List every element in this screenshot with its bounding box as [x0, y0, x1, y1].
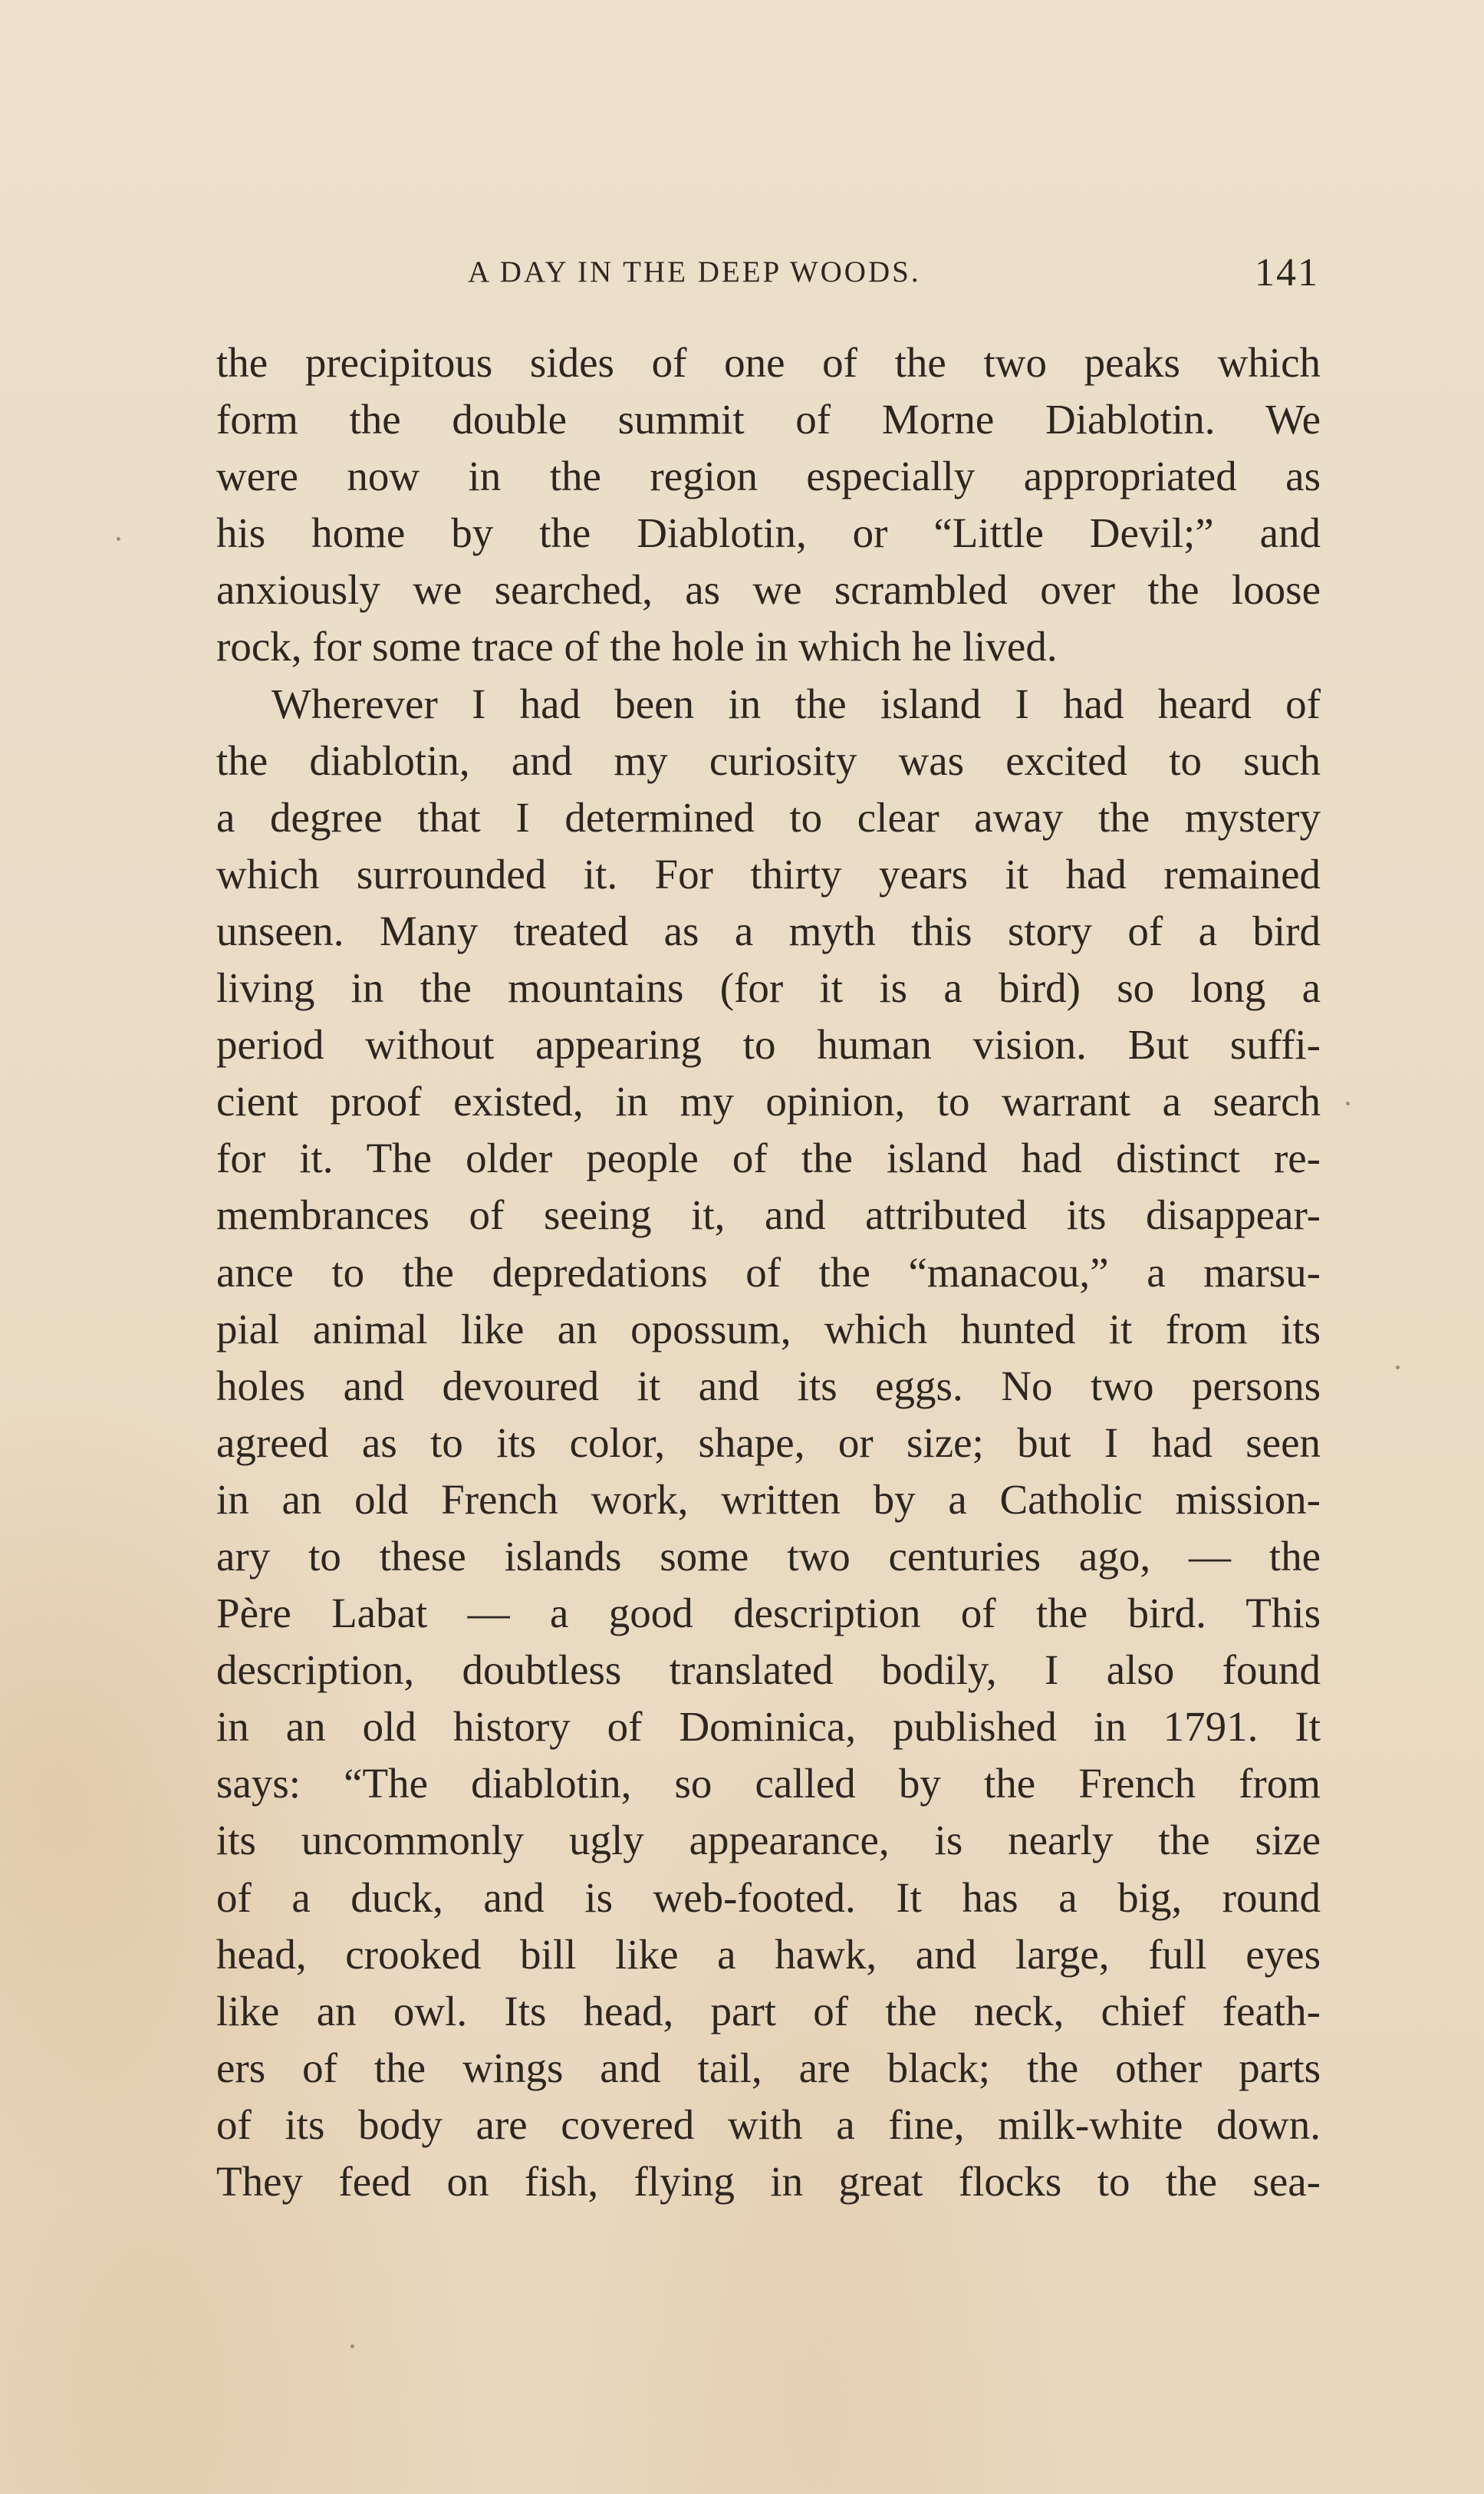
text-line: in an old French work, written by a Catholic mission-: [216, 1475, 1321, 1523]
body-text: [216, 334, 1321, 2210]
text-line: period without appearing to human vision. But suffi-: [216, 1021, 1321, 1069]
text-line: ary to these islands some two centuries ago, — the: [216, 1532, 1321, 1580]
text-line: like an owl. Its head, part of the neck, chief feath-: [216, 1987, 1321, 2034]
text-line: membrances of seeing it, and attributed its disappear-: [216, 1191, 1321, 1239]
text-line: the precipitous sides of one of the two peaks which: [216, 339, 1321, 386]
paper-speck: [350, 2344, 354, 2348]
text-line: rock, for some trace of the hole in which he lived.: [216, 623, 1058, 670]
text-line: its uncommonly ugly appearance, is nearly the size: [216, 1817, 1321, 1864]
text-line: holes and devoured it and its eggs. No two persons: [216, 1362, 1321, 1409]
text-line: a degree that I determined to clear away the mystery: [216, 793, 1321, 841]
paper-speck: [117, 537, 120, 541]
text-line: of its body are covered with a fine, milk-white down.: [216, 2100, 1321, 2148]
paper-speck: [1346, 1102, 1350, 1105]
text-line: unseen. Many treated as a myth this story of a bird: [216, 907, 1321, 954]
text-line: living in the mountains (for it is a bird) so long a: [216, 964, 1321, 1012]
paper-speck: [1396, 1366, 1400, 1369]
text-line: Père Labat — a good description of the bird. This: [216, 1590, 1321, 1637]
text-line: cient proof existed, in my opinion, to warrant a search: [216, 1078, 1321, 1125]
text-line: were now in the region especially appropriated as: [216, 453, 1321, 500]
text-line: form the double summit of Morne Diablotin. We: [216, 396, 1321, 443]
text-line: They feed on fish, flying in great flocks to the sea-: [216, 2158, 1321, 2205]
text-line: of a duck, and is web-footed. It has a big, round: [216, 1873, 1321, 1921]
text-line: in an old history of Dominica, published in 1791. It: [216, 1703, 1321, 1751]
text-line: which surrounded it. For thirty years it had remained: [216, 850, 1321, 898]
text-line: Wherever I had been in the island I had heard of: [271, 680, 1321, 727]
text-line: his home by the Diablotin, or “Little Devil;” and: [216, 509, 1321, 557]
text-line: ance to the depredations of the “manacou,” a marsu-: [216, 1248, 1321, 1296]
text-line: for it. The older people of the island had distinct re-: [216, 1135, 1321, 1182]
text-line: head, crooked bill like a hawk, and large, full eyes: [216, 1930, 1321, 1978]
text-line: pial animal like an opossum, which hunted it from its: [216, 1305, 1321, 1352]
text-line: the diablotin, and my curiosity was excited to such: [216, 736, 1321, 784]
text-line: ers of the wings and tail, are black; the other parts: [216, 2044, 1321, 2091]
text-line: says: “The diablotin, so called by the French from: [216, 1760, 1321, 1807]
text-line: agreed as to its color, shape, or size; but I had seen: [216, 1418, 1321, 1466]
running-head: [215, 244, 1319, 305]
page-number: 141: [1255, 251, 1319, 295]
running-title: A DAY IN THE DEEP WOODS.: [468, 255, 921, 288]
text-line: description, doubtless translated bodily, I also found: [216, 1646, 1321, 1694]
text-line: anxiously we searched, as we scrambled over the loose: [216, 566, 1321, 614]
